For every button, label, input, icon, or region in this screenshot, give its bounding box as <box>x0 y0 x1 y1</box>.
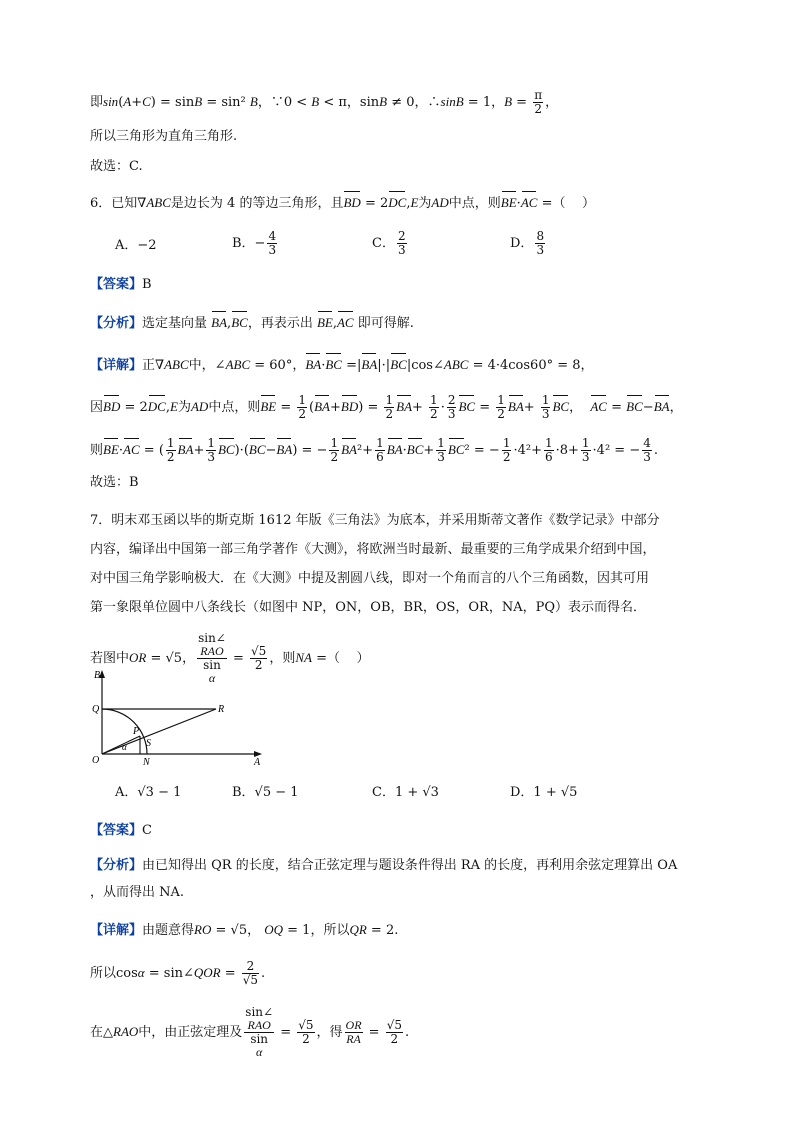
label-s: S <box>146 738 151 749</box>
q7-stem-5: 若图中OR = √5， sin∠ RAO sin α = $\frac{√5}{2}$ ，则NA =（ ） <box>90 631 370 685</box>
analysis-text: 由已知得出 QR 的长度，结合正弦定理与题设条件得出 RA 的长度，再利用余弦定理算出 OA <box>142 858 678 873</box>
answer-tag: 【答案】 <box>90 823 143 838</box>
segment-ro <box>102 709 216 754</box>
q7-option-d[interactable]: D．1 + √5 <box>510 785 578 800</box>
q7-analysis-2: ，从而得出 NA. <box>90 885 185 900</box>
intro-line-2: 所以三角形为直角三角形. <box>90 129 238 144</box>
q7-stem-2: 内容，编译出中国第一部三角学著作《大测》，将欧洲当时最新、最重要的三角学成果介绍到中国， <box>90 542 656 557</box>
q6-option-b[interactable]: B．− $\frac{4}{3}$ <box>232 229 277 257</box>
answer-tag: 【答案】 <box>90 277 143 292</box>
q7-stem-1: 7．明末邓玉函以毕的斯克斯 1612 年版《三角法》为底本，并采用斯蒂文著作《数学记录》中部分 <box>90 513 660 528</box>
label-alpha: α <box>122 742 127 752</box>
unit-circle-figure <box>88 666 268 770</box>
q6-choice: 故选：B <box>90 475 139 490</box>
segment-op <box>102 736 140 754</box>
q7-answer <box>90 821 152 841</box>
label-o: O <box>92 755 100 766</box>
q7-option-b[interactable]: B．√5 − 1 <box>232 785 299 800</box>
q6-detail-1: 【详解】正∇ABC中，∠ABC = 60°，BA·BC =|BA|·|BC|cos∠ABC = 4·4cos60° = 8， <box>90 357 594 373</box>
q7-detail-3: 在△RAO中，由正弦定理及 sin∠ RAO sin α = $\frac{√5}{2}$ ，得 $\frac{OR}{RA}$ = $\frac{√5}{2}$ . <box>90 1005 410 1059</box>
q7-option-c[interactable]: C．1 + √3 <box>372 785 439 800</box>
q7-stem-3: 对中国三角学影响极大．在《大测》中提及割圆八线，即对一个角而言的八个三角函数，因其可用 <box>90 571 650 586</box>
q7-stem-4: 第一象限单位圆中八条线长（如图中 NP，ON，OB，BR，OS，OR，NA，PQ）表示而得名． <box>90 600 647 615</box>
q6-option-a[interactable]: A．−2 <box>115 238 157 253</box>
fraction: $\frac{\pi}{2}$ <box>534 88 543 116</box>
q7-analysis-1 <box>90 856 677 876</box>
answer-value: C <box>142 823 152 838</box>
q6-analysis: 【分析】选定基向量 BA,BC，再表示出 BE,AC 即可得解. <box>90 315 414 331</box>
q6-detail-2: 因BD = 2DC,E为AD中点，则BE = $\frac{1}{2}$ (BA+BD) = $\frac{1}{2}$ BA+ $\frac{1}{2}$ · $\frac{2}{3}$ BC = $\frac{1}{2}$ BA+ $\frac{1}{3}$ BC， AC = BC−BA， <box>90 393 683 421</box>
intro-line-3: 故选：C. <box>90 159 143 174</box>
q6-detail-3: 则BE·AC = ( $\frac{1}{2}$ BA+ $\frac{1}{3}$ BC)·(BC−BA) = − $\frac{1}{2}$ BA²+ $\frac{1}{6}$ BA·BC+ $\frac{1}{3}$ BC² = − $\frac{1}{2}$ ·4²+ $\frac{1}{6}$ ·8+ $\frac{1}{3}$ ·4² = − $\frac{4}{3}$ . <box>90 436 658 464</box>
label-p: P <box>133 726 140 737</box>
label-n: N <box>143 757 150 768</box>
q7-detail-1: 【详解】由题意得RO = √5， OQ = 1，所以QR = 2. <box>90 922 399 938</box>
label-r: R <box>218 704 225 715</box>
q6-option-c[interactable]: C． $\frac{2}{3}$ <box>372 229 406 257</box>
detail-tag: 【详解】 <box>90 923 143 938</box>
analysis-tag: 【分析】 <box>90 316 143 331</box>
answer-value: B <box>142 277 152 292</box>
q6-option-d[interactable]: D． $\frac{8}{3}$ <box>510 229 545 257</box>
q6-stem: 6．已知∇ABC是边长为 4 的等边三角形，且BD = 2DC,E为AD中点，则BE·AC =（ ） <box>90 195 595 211</box>
analysis-tag: 【分析】 <box>90 858 143 873</box>
intro-line-1: 即sin(A+C) = sinB = sin² B，∵0 < B < π，sinB ≠ 0，∴sinB = 1，B = $\frac{\pi}{2}$ ， <box>90 88 559 116</box>
detail-tag: 【详解】 <box>90 358 143 373</box>
q6-answer <box>90 275 152 295</box>
label-q: Q <box>92 704 100 715</box>
q7-detail-2: 所以cosα = sin∠QOR = $\frac{2}{√5}$ . <box>90 959 266 987</box>
label-b: B <box>94 670 101 681</box>
label-a: A <box>254 757 261 768</box>
q7-option-a[interactable]: A．√3 − 1 <box>115 785 182 800</box>
